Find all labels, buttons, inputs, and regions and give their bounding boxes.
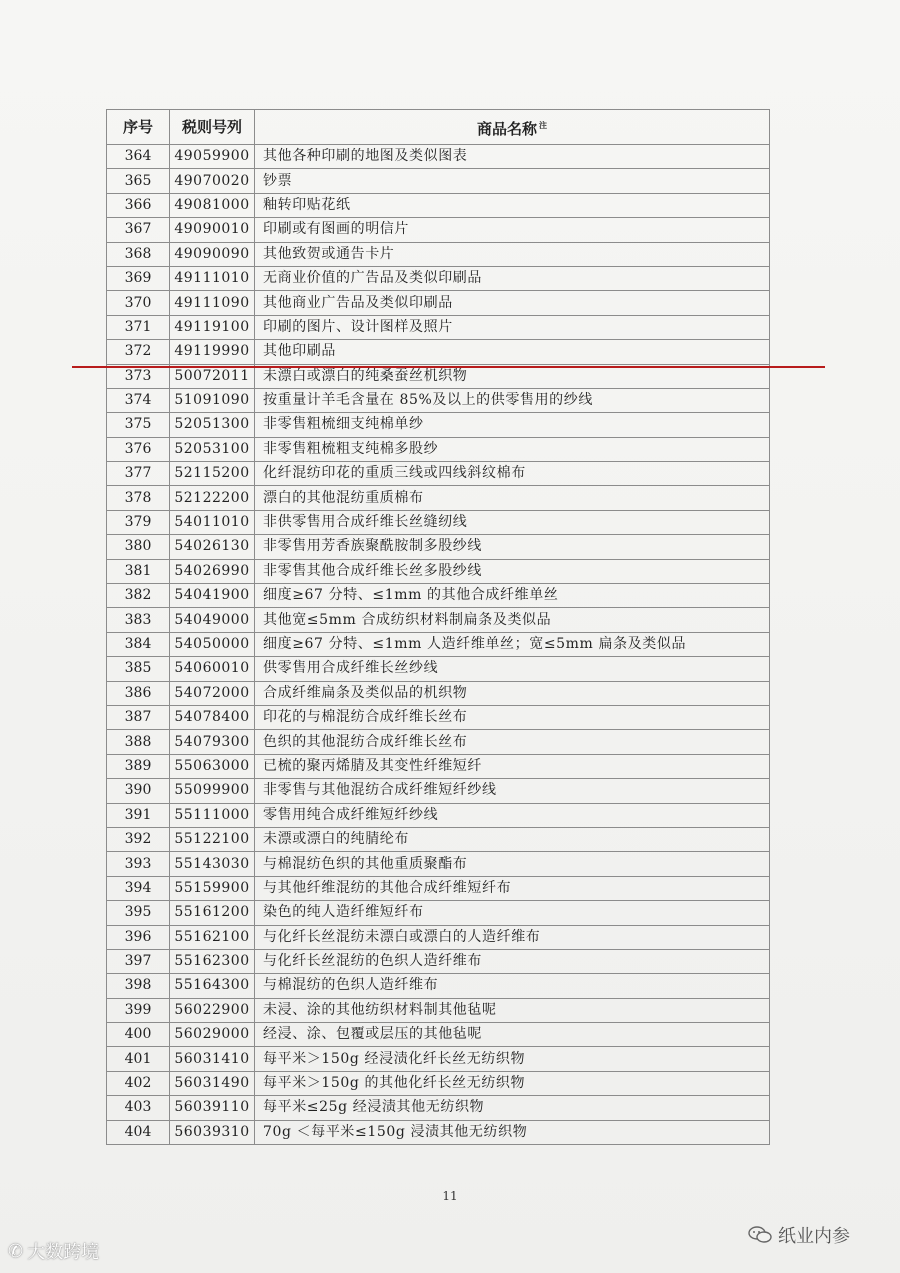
- code-cell: 52122200: [170, 486, 255, 510]
- name-cell: 釉转印贴花纸: [255, 193, 770, 217]
- header-code: [170, 110, 255, 145]
- wechat-icon: [748, 1226, 772, 1244]
- seq-cell: 369: [107, 266, 170, 290]
- code-cell: 50072011: [170, 364, 255, 388]
- code-cell: 55161200: [170, 901, 255, 925]
- header-seq-label: 序号: [122, 117, 153, 136]
- code-cell: 52115200: [170, 462, 255, 486]
- code-cell: 54072000: [170, 681, 255, 705]
- seq-cell: 399: [107, 998, 170, 1022]
- seq-cell: 374: [107, 388, 170, 412]
- seq-cell: 372: [107, 340, 170, 364]
- code-cell: 55111000: [170, 803, 255, 827]
- code-cell: 54026990: [170, 559, 255, 583]
- seq-cell: 394: [107, 876, 170, 900]
- table-row: [107, 413, 770, 437]
- table-row: [107, 681, 770, 705]
- seq-cell: 398: [107, 974, 170, 998]
- table-row: [107, 315, 770, 339]
- table-row: [107, 998, 770, 1022]
- table-row: [107, 827, 770, 851]
- code-cell: 55063000: [170, 754, 255, 778]
- seq-cell: 381: [107, 559, 170, 583]
- code-cell: 49111010: [170, 266, 255, 290]
- table-row: [107, 705, 770, 729]
- name-cell: 未漂或漂白的纯腈纶布: [255, 827, 770, 851]
- seq-cell: 404: [107, 1120, 170, 1144]
- seq-cell: 395: [107, 901, 170, 925]
- name-cell: 漂白的其他混纺重质棉布: [255, 486, 770, 510]
- name-cell: 未漂白或漂白的纯桑蚕丝机织物: [255, 364, 770, 388]
- header-seq: [107, 110, 170, 145]
- name-cell: 化纤混纺印花的重质三线或四线斜纹棉布: [255, 462, 770, 486]
- table-row: [107, 388, 770, 412]
- code-cell: 55143030: [170, 852, 255, 876]
- name-cell: 色织的其他混纺合成纤维长丝布: [255, 730, 770, 754]
- table-row: [107, 242, 770, 266]
- seq-cell: 373: [107, 364, 170, 388]
- seq-cell: 377: [107, 462, 170, 486]
- seq-cell: 392: [107, 827, 170, 851]
- code-cell: 54060010: [170, 657, 255, 681]
- seq-cell: 391: [107, 803, 170, 827]
- watermark-left: [8, 1238, 99, 1264]
- watermark-left-text: 大数跨境: [27, 1242, 100, 1263]
- code-cell: 52051300: [170, 413, 255, 437]
- name-cell: 细度≥67 分特、≤1mm 人造纤维单丝；宽≤5mm 扁条及类似品: [255, 632, 770, 656]
- table-row: [107, 340, 770, 364]
- seq-cell: 375: [107, 413, 170, 437]
- name-cell: 印刷或有图画的明信片: [255, 218, 770, 242]
- seq-cell: 396: [107, 925, 170, 949]
- table-row: [107, 925, 770, 949]
- code-cell: 49090090: [170, 242, 255, 266]
- table-row: [107, 535, 770, 559]
- name-cell: 非供零售用合成纤维长丝缝纫线: [255, 510, 770, 534]
- seq-cell: 402: [107, 1071, 170, 1095]
- name-cell: 未浸、涂的其他纺织材料制其他毡呢: [255, 998, 770, 1022]
- table-row: [107, 1096, 770, 1120]
- code-cell: 54041900: [170, 584, 255, 608]
- name-cell: 每平米＞150g 经浸渍化纤长丝无纺织物: [255, 1047, 770, 1071]
- name-cell: 其他印刷品: [255, 340, 770, 364]
- table-row: [107, 266, 770, 290]
- header-name-label: 商品名称: [476, 119, 537, 138]
- table-row: [107, 852, 770, 876]
- code-cell: 56031490: [170, 1071, 255, 1095]
- table-row: [107, 974, 770, 998]
- name-cell: 与化纤长丝混纺的色织人造纤维布: [255, 949, 770, 973]
- seq-cell: 367: [107, 218, 170, 242]
- name-cell: 无商业价值的广告品及类似印刷品: [255, 266, 770, 290]
- table-row: [107, 1120, 770, 1144]
- table-row: [107, 462, 770, 486]
- table-row: [107, 803, 770, 827]
- header-code-label: 税则号列: [181, 117, 242, 136]
- name-cell: 非零售与其他混纺合成纤维短纤纱线: [255, 779, 770, 803]
- code-cell: 49090010: [170, 218, 255, 242]
- code-cell: 49070020: [170, 169, 255, 193]
- seq-cell: 386: [107, 681, 170, 705]
- seq-cell: 382: [107, 584, 170, 608]
- watermark-right: [748, 1222, 850, 1248]
- code-cell: 54049000: [170, 608, 255, 632]
- seq-cell: 401: [107, 1047, 170, 1071]
- code-cell: 56029000: [170, 1023, 255, 1047]
- code-cell: 55164300: [170, 974, 255, 998]
- seq-cell: 383: [107, 608, 170, 632]
- seq-cell: 379: [107, 510, 170, 534]
- table-row: [107, 291, 770, 315]
- table-row: [107, 1071, 770, 1095]
- seq-cell: 388: [107, 730, 170, 754]
- code-cell: 55162300: [170, 949, 255, 973]
- tariff-table: [106, 109, 770, 1145]
- table-row: [107, 193, 770, 217]
- seq-cell: 384: [107, 632, 170, 656]
- table-row: [107, 949, 770, 973]
- seq-cell: 366: [107, 193, 170, 217]
- seq-cell: 390: [107, 779, 170, 803]
- name-cell: 其他宽≤5mm 合成纺织材料制扁条及类似品: [255, 608, 770, 632]
- table-row: [107, 632, 770, 656]
- name-cell: 与化纤长丝混纺未漂白或漂白的人造纤维布: [255, 925, 770, 949]
- header-note-mark: 注: [539, 119, 547, 130]
- name-cell: 非零售粗梳粗支纯棉多股纱: [255, 437, 770, 461]
- name-cell: 零售用纯合成纤维短纤纱线: [255, 803, 770, 827]
- name-cell: 按重量计羊毛含量在 85%及以上的供零售用的纱线: [255, 388, 770, 412]
- watermark-right-text: 纸业内参: [778, 1226, 850, 1247]
- name-cell: 非零售其他合成纤维长丝多股纱线: [255, 559, 770, 583]
- code-cell: 56039110: [170, 1096, 255, 1120]
- name-cell: 非零售粗梳细支纯棉单纱: [255, 413, 770, 437]
- code-cell: 56031410: [170, 1047, 255, 1071]
- table-row: [107, 901, 770, 925]
- code-cell: 54079300: [170, 730, 255, 754]
- table-row: [107, 754, 770, 778]
- seq-cell: 393: [107, 852, 170, 876]
- name-cell: 非零售用芳香族聚酰胺制多股纱线: [255, 535, 770, 559]
- seq-cell: 403: [107, 1096, 170, 1120]
- table-row: [107, 657, 770, 681]
- seq-cell: 397: [107, 949, 170, 973]
- name-cell: 合成纤维扁条及类似品的机织物: [255, 681, 770, 705]
- header-name: [255, 110, 770, 145]
- seq-cell: 368: [107, 242, 170, 266]
- table-row: [107, 486, 770, 510]
- page-number: 11: [442, 1189, 458, 1203]
- name-cell: 与其他纤维混纺的其他合成纤维短纤布: [255, 876, 770, 900]
- name-cell: 70g ＜每平米≤150g 浸渍其他无纺织物: [255, 1120, 770, 1144]
- name-cell: 其他各种印刷的地图及类似图表: [255, 145, 770, 169]
- name-cell: 每平米≤25g 经浸渍其他无纺织物: [255, 1096, 770, 1120]
- table-header-row: [107, 110, 770, 145]
- table-row: [107, 1023, 770, 1047]
- code-cell: 49059900: [170, 145, 255, 169]
- table-row: [107, 510, 770, 534]
- code-cell: 51091090: [170, 388, 255, 412]
- code-cell: 55099900: [170, 779, 255, 803]
- table-row: [107, 169, 770, 193]
- code-cell: 49119100: [170, 315, 255, 339]
- table-row: [107, 779, 770, 803]
- code-cell: 56022900: [170, 998, 255, 1022]
- code-cell: 54078400: [170, 705, 255, 729]
- seq-cell: 389: [107, 754, 170, 778]
- seq-cell: 376: [107, 437, 170, 461]
- name-cell: 印刷的图片、设计图样及照片: [255, 315, 770, 339]
- name-cell: 其他致贺或通告卡片: [255, 242, 770, 266]
- code-cell: 49081000: [170, 193, 255, 217]
- name-cell: 细度≥67 分特、≤1mm 的其他合成纤维单丝: [255, 584, 770, 608]
- code-cell: 55159900: [170, 876, 255, 900]
- code-cell: 54011010: [170, 510, 255, 534]
- weibo-icon: ✆: [8, 1240, 24, 1262]
- table-row: [107, 559, 770, 583]
- seq-cell: 370: [107, 291, 170, 315]
- code-cell: 54050000: [170, 632, 255, 656]
- table-row: [107, 608, 770, 632]
- red-divider-line: [72, 366, 825, 368]
- code-cell: 55122100: [170, 827, 255, 851]
- name-cell: 钞票: [255, 169, 770, 193]
- code-cell: 56039310: [170, 1120, 255, 1144]
- name-cell: 印花的与棉混纺合成纤维长丝布: [255, 705, 770, 729]
- name-cell: 其他商业广告品及类似印刷品: [255, 291, 770, 315]
- name-cell: 染色的纯人造纤维短纤布: [255, 901, 770, 925]
- code-cell: 55162100: [170, 925, 255, 949]
- table-row: [107, 437, 770, 461]
- seq-cell: 378: [107, 486, 170, 510]
- table-row: [107, 584, 770, 608]
- code-cell: 54026130: [170, 535, 255, 559]
- table-body: [107, 145, 770, 1145]
- seq-cell: 365: [107, 169, 170, 193]
- name-cell: 已梳的聚丙烯腈及其变性纤维短纤: [255, 754, 770, 778]
- seq-cell: 400: [107, 1023, 170, 1047]
- code-cell: 49119990: [170, 340, 255, 364]
- name-cell: 经浸、涂、包覆或层压的其他毡呢: [255, 1023, 770, 1047]
- name-cell: 与棉混纺的色织人造纤维布: [255, 974, 770, 998]
- code-cell: 52053100: [170, 437, 255, 461]
- code-cell: 49111090: [170, 291, 255, 315]
- table-row: [107, 218, 770, 242]
- seq-cell: 387: [107, 705, 170, 729]
- seq-cell: 364: [107, 145, 170, 169]
- table-row: [107, 145, 770, 169]
- name-cell: 每平米＞150g 的其他化纤长丝无纺织物: [255, 1071, 770, 1095]
- table-row: [107, 730, 770, 754]
- seq-cell: 385: [107, 657, 170, 681]
- seq-cell: 371: [107, 315, 170, 339]
- name-cell: 供零售用合成纤维长丝纱线: [255, 657, 770, 681]
- seq-cell: 380: [107, 535, 170, 559]
- table-row: [107, 876, 770, 900]
- name-cell: 与棉混纺色织的其他重质聚酯布: [255, 852, 770, 876]
- table-row: [107, 1047, 770, 1071]
